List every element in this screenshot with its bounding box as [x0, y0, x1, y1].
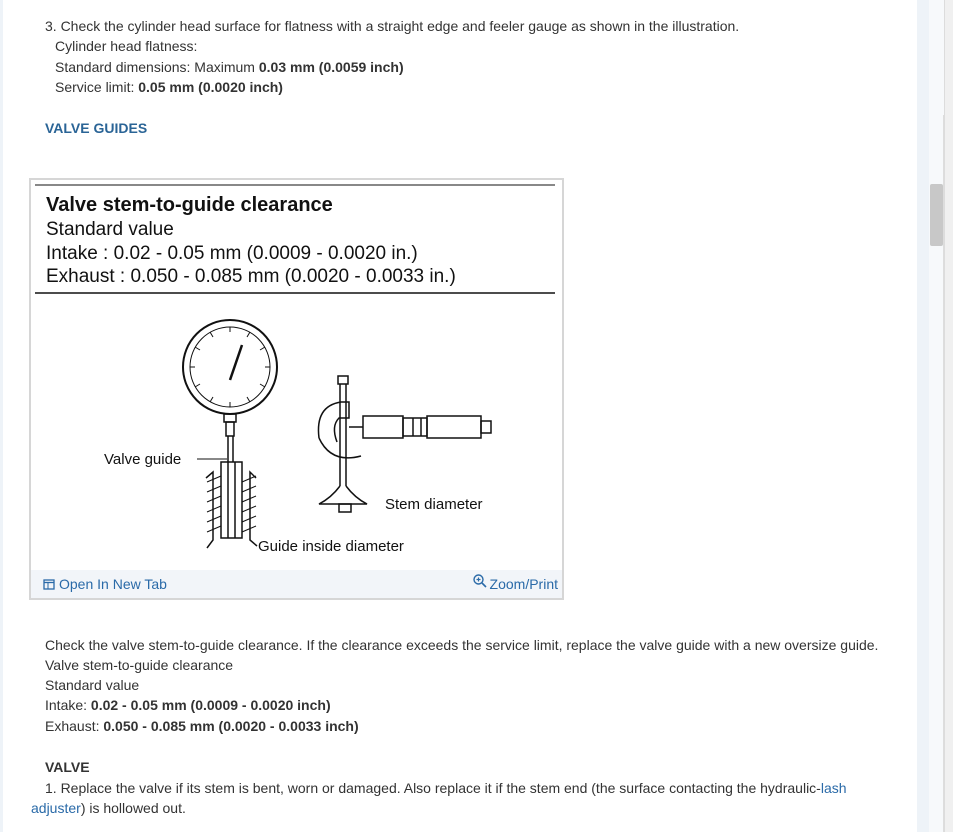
figure-box — [29, 178, 564, 600]
step3-std-label: Standard dimensions: Maximum — [55, 59, 259, 75]
step3-service-value: 0.05 mm (0.0020 inch) — [138, 79, 283, 95]
clearance-intake — [45, 695, 331, 715]
valve-step1-line2 — [31, 798, 186, 818]
dial-gauge-icon — [183, 320, 277, 470]
valve-guide-icon — [197, 459, 257, 548]
step3-standard — [55, 57, 404, 77]
lash-link[interactable]: lash — [820, 780, 847, 796]
left-edge — [0, 0, 3, 832]
valve-heading: VALVE — [45, 759, 90, 775]
zoom-print-label: Zoom/Print — [489, 576, 558, 592]
open-new-tab-icon — [43, 578, 55, 590]
step3-intro: 3. Check the cylinder head surface for flatness with a straight edge and feeler gauge as shown in the illustration. — [45, 18, 740, 34]
valve-step1-text-a: 1. Replace the valve if its stem is bent, worn or damaged. Also replace it if the stem end (the surface contacting the hydraulic- — [45, 780, 821, 796]
step3-service-label: Service limit: — [55, 79, 139, 95]
step3-service — [55, 77, 283, 97]
clearance-title: Valve stem-to-guide clearance — [45, 657, 234, 673]
clearance-instruction: Check the valve stem-to-guide clearance. If the clearance exceeds the service limit, replace the valve guide with a new oversize guide. — [45, 637, 879, 653]
label-stem-diameter: Stem diameter — [385, 496, 483, 513]
clearance-intake-value: 0.02 - 0.05 mm (0.0009 - 0.0020 inch) — [90, 697, 331, 713]
adjuster-link[interactable]: adjuster — [31, 800, 81, 816]
micrometer-icon — [318, 402, 491, 458]
zoom-icon — [472, 573, 488, 589]
valve-step1-line1 — [45, 778, 847, 798]
open-new-tab-link[interactable] — [43, 576, 167, 592]
label-valve-guide: Valve guide — [104, 451, 182, 468]
clearance-intake-label: Intake: — [45, 697, 91, 713]
label-guide-inside-diameter: Guide inside diameter — [258, 538, 404, 555]
step3-std-value: 0.03 mm (0.0059 inch) — [258, 59, 404, 75]
figure-illustration[interactable] — [31, 180, 562, 570]
figure-exhaust: Exhaust : 0.050 - 0.085 mm (0.0020 - 0.0033 in.) — [46, 266, 456, 287]
clearance-standard: Standard value — [45, 677, 140, 693]
clearance-exhaust-label: Exhaust: — [45, 718, 104, 734]
valve-step1-text-b: ) is hollowed out. — [80, 800, 186, 816]
valve-guides-heading: VALVE GUIDES — [45, 120, 148, 136]
figure-standard: Standard value — [46, 219, 174, 240]
figure-intake: Intake : 0.02 - 0.05 mm (0.0009 - 0.0020 in.) — [46, 243, 418, 264]
scroll-thumb[interactable] — [930, 184, 943, 246]
scroll-track[interactable] — [944, 0, 953, 832]
valve-icon — [319, 376, 367, 512]
right-gutter — [917, 0, 929, 832]
figure-title: Valve stem-to-guide clearance — [46, 194, 333, 216]
step3-title: Cylinder head flatness: — [55, 38, 198, 54]
clearance-exhaust — [45, 716, 359, 736]
open-new-tab-label: Open In New Tab — [59, 576, 167, 592]
figure-footer — [31, 570, 562, 598]
clearance-exhaust-value: 0.050 - 0.085 mm (0.0020 - 0.0033 inch) — [103, 718, 359, 734]
zoom-print-link[interactable] — [472, 573, 558, 592]
